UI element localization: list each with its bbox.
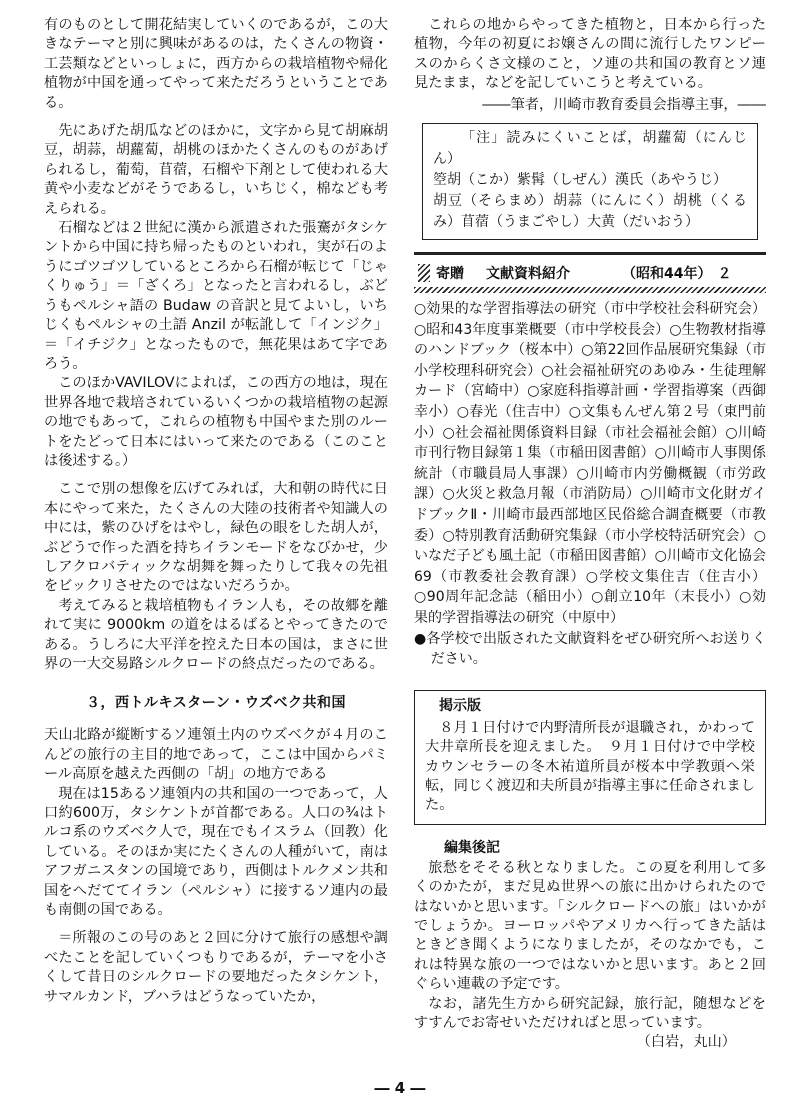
- body-paragraph: このほかVAVILOVによれば，この西方の地は，現在世界各地で栽培されているいくつかの栽培植物の起源の地でもあって，これらの植物も中国やまた別のルートをたどって日本にはいって来たのである（このことは後述する。）: [44, 375, 388, 469]
- donation-label: 寄贈: [436, 266, 464, 283]
- donation-number: ２: [717, 266, 732, 283]
- body-paragraph: 現在は15あるソ連領内の共和国の一つであって，人口約600万，タシケントが首都である。人口の¾はトルコ系のウズベク人で，現在でもイスラム（回教）化している。そのほか実にたくさんの人種がいて，南はアフガニスタンの国境であり，西側はトルクメン共和国をへだててイラン（ペルシャ）に接するソ連内の最も南側の国である。: [44, 785, 388, 919]
- bulletin-body: ８月１日付けで内野清所長が退職され，かわって大井章所長を迎えました。 ９月１日付けで中学校カウンセラーの冬木祐道所員が桜本中学教頭へ栄転，同じく渡辺和夫所員が指導主事に任命されました。: [425, 719, 755, 814]
- donation-subtitle: 文献資料紹介: [486, 266, 570, 283]
- donation-closing: ●各学校で出版された文献資料をぜひ研究所へお送りください。: [414, 630, 766, 668]
- editor-signature: （白岩，丸山）: [636, 1034, 736, 1051]
- body-paragraph: 考えてみると栽培植物もイラン人も，その故郷を離れて実に 9000km の道をはるばるとやってきたのである。うしろに大平洋を控えた日本の国は，まさに世界の一大交易路シルクロードの終点だったのである。: [44, 597, 388, 672]
- notes-line: 箜胡（こか）紫髯（しぜん）漢氏（あやうじ）: [433, 172, 727, 189]
- body-paragraph: これらの地からやってきた植物と，日本から行った植物，今年の初夏にお嬢さんの間に流行したワンピースのからくさ文様のこと，ソ連の共和国の教育とソ連見たまま，などを記していこうと考えている。: [414, 17, 766, 92]
- notes-line: 胡豆（そらまめ）胡蒜（にんにく）胡桃（くるみ）苜蓿（うまごやし）大黄（だいおう）: [433, 193, 747, 231]
- hatch-mark: [418, 264, 430, 282]
- notes-title: 「注」読みにくいことば，胡蘿蔔（にんじん）: [433, 130, 747, 168]
- donation-header: [414, 255, 766, 285]
- section-title: ３，西トルキスターン・ウズベク共和国: [85, 695, 347, 712]
- editor-note-paragraph: なお，諸先生方から研究記録，旅行記，随想などをすすんでお寄せいただければと思っています。: [414, 995, 766, 1031]
- bulletin-box: [414, 690, 766, 825]
- body-paragraph: ＝所報のこの号のあと２回に分けて旅行の感想や調べたことを記していくつもりであるが，テーマを小さくして昔日のシルクロードの要地だったタシケント，サマルカンド，ブハラはどうなっていたか，: [44, 930, 388, 1005]
- bulletin-title: 掲示版: [439, 697, 481, 714]
- donation-list: [414, 299, 766, 670]
- body-paragraph: 有のものとして開花結実していくのであるが，この大きなテーマと別に興味があるのは，たくさんの物資・工芸類などといっしょに，西方からの栽培植物や帰化植物が中国を通ってやって来ただろうということである。: [44, 17, 388, 111]
- donation-era: （昭和44年）: [622, 266, 712, 283]
- body-paragraph: 先にあげた胡瓜などのほかに，文字から見て胡麻胡豆，胡蒜，胡蘿蔔，胡桃のほかたくさんのものがあげられるし，葡萄，苜蓿，石榴や下剤として使われる大黄や小麦などがそうであるし，いちじく，棉なども考えられる。: [44, 123, 388, 217]
- hatch-divider: [414, 287, 766, 293]
- body-paragraph: ここで別の想像を広げてみれば，大和朝の時代に日本にやって来た，たくさんの大陸の技術者や知識人の中には，紫のひげをはやし，緑色の眼をした胡人が，ぶどうで作った酒を持ちイランモードをなびかせ，少しアクロバティックな胡舞を舞ったりして我々の先祖をビックリさせたのではないだろうか。: [44, 481, 388, 595]
- body-paragraph: 天山北路が縦断するソ連領土内のウズベクが４月のこんどの旅行の主目的地であって，ここは中国からパミール高原を越えた西側の「胡」の地方である: [44, 727, 388, 783]
- right-column: [414, 16, 766, 1053]
- donation-section: [414, 252, 766, 670]
- page-number: ― 4 ―: [374, 1079, 426, 1097]
- body-paragraph: 石榴などは２世紀に漢から派遣された張騫がタシケントから中国に持ち帰ったものといわれ，実が石のようにゴツゴツしているところから石榴が転じて「じゃくりゅう」＝「ざくろ」となったと言われるし，ぶどうもペルシャ語の Budaw の音訳と見てよいし，いちじくもペルシャの土語 Anzil が転訛して「インジク」＝「イチジク」となったもので，無花果はあて字であろう。: [44, 220, 388, 372]
- donation-items: ○効果的な学習指導法の研究（市中学校社会科研究会）○昭和43年度事業概要（市中学校長会）○生物教材指導のハンドブック（桜本中）○第22回作品展研究集録（市小学校理科研究会）○社会福祉研究のあゆみ・生徒理解カード（宮崎中）○家庭科指導計画・学習指導案（西御幸小）○春光（住吉中）○文集もんぜん第２号（東門前小）○社会福祉関係資料目録（市社会福祉会館）○川崎市刊行物目録第１集（市稲田図書館）○川崎市人事関係統計（市職員局人事課）○川崎市内労働概観（市労政課）○火災と救急月報（市消防局）○川崎市文化財ガイドブックⅡ・川崎市最西部地区民俗総合調査概要（市教委）○特別教育活動研究集録（市小学校特活研究会）○いなだ子ども風土記（市稲田図書館）○川崎市文化協会69（市教委社会教育課）○学校文集住吉（住吉小）○90周年記念誌（稲田小）○創立10年（末長小）○効果的学習指導法の研究（中原中）: [414, 301, 766, 626]
- editor-note-title: 編集後記: [444, 839, 500, 856]
- author-line: ――筆者，川崎市教育委員会指導主事，――: [482, 96, 766, 113]
- reading-notes-box: [422, 123, 758, 240]
- editor-note-paragraph: 旅愁をそそる秋となりました。この夏を利用して多くのかたが，まだ見ぬ世界への旅に出かけられたのではないかと思います。「シルクロードへの旅」はいかがでしょうか。ヨーロッパやアメリカへ行ってきた話はときどき聞くようになりましたが，そのなかでも，これは特異な旅の一つではないかと思います。あと２回ぐらい連載の予定です。: [414, 859, 766, 993]
- left-column: [44, 16, 388, 1007]
